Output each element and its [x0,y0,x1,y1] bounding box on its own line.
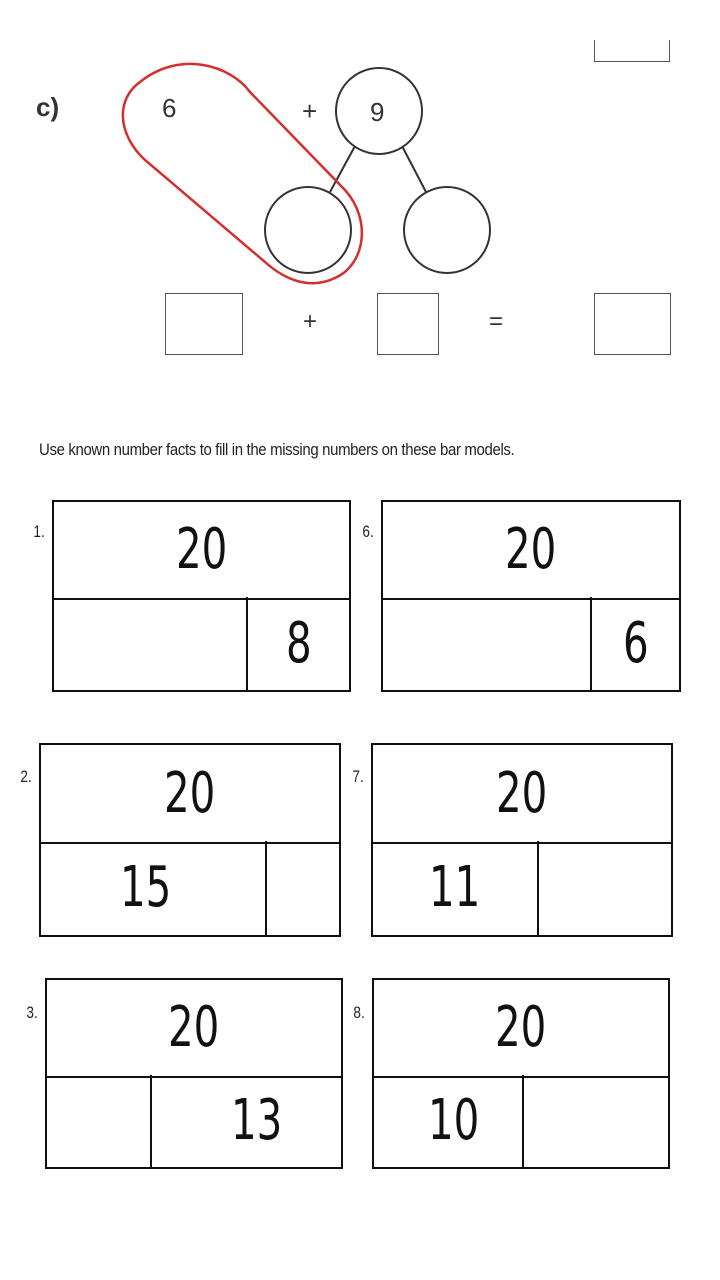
branch-line-left [330,146,355,192]
part-value: 8 [285,610,312,676]
question-number: 8. [353,1003,365,1022]
bar-whole [47,980,341,1078]
part-value: 13 [230,1088,283,1153]
whole-value: 20 [505,517,557,582]
equation-box-1[interactable] [165,293,243,355]
question-number: 7. [352,767,364,786]
bar-model-8 [372,978,670,1169]
equation-equals: = [489,308,504,335]
bar-whole [373,745,671,844]
bar-part-right[interactable] [539,841,671,935]
bar-whole [374,980,668,1078]
bar-part-left[interactable] [54,597,246,690]
whole-value: 20 [168,995,220,1060]
bar-model-1 [52,500,351,692]
bar-model-3 [45,978,343,1169]
whole-value: 20 [495,995,547,1060]
question-number: 2. [20,767,32,786]
question-number: 6. [362,522,374,541]
bar-part-right[interactable] [524,1075,668,1167]
equation-box-answer[interactable] [594,293,671,355]
bar-model-6 [381,500,681,692]
question-number: 1. [33,522,45,541]
plus-sign-top: + [302,96,318,126]
whole-value: 20 [175,517,228,582]
whole-value: 20 [496,760,548,826]
bar-part-right[interactable] [267,841,339,935]
right-number: 9 [370,97,385,127]
bar-model-7 [371,743,673,937]
part-c-label: c) [36,92,60,122]
bar-whole [41,745,339,844]
bar-model-2 [39,743,341,937]
bar-whole [54,502,349,600]
part-value: 11 [429,855,481,920]
bar-part-right [592,597,679,690]
whole-value: 20 [164,760,216,826]
bar-part-right [248,597,349,690]
equation-plus: + [303,308,318,335]
question-number: 3. [26,1003,38,1022]
bar-whole [383,502,679,600]
bar-part-left [374,1075,522,1167]
bar-part-left [41,841,251,935]
part-circle-left[interactable] [264,186,352,274]
left-number: 6 [162,93,177,123]
part-value: 10 [427,1088,480,1153]
instruction-text: Use known number facts to fill in the missing numbers on these bar models. [39,440,515,459]
bar-part-left [373,841,537,935]
part-value: 6 [622,610,649,676]
bar-part-right [152,1075,341,1167]
bar-part-left[interactable] [383,597,590,690]
part-value: 15 [120,855,172,920]
branch-line-right [402,146,426,192]
bar-part-left[interactable] [47,1075,150,1167]
part-circle-right[interactable] [403,186,491,274]
equation-box-2[interactable] [377,293,439,355]
